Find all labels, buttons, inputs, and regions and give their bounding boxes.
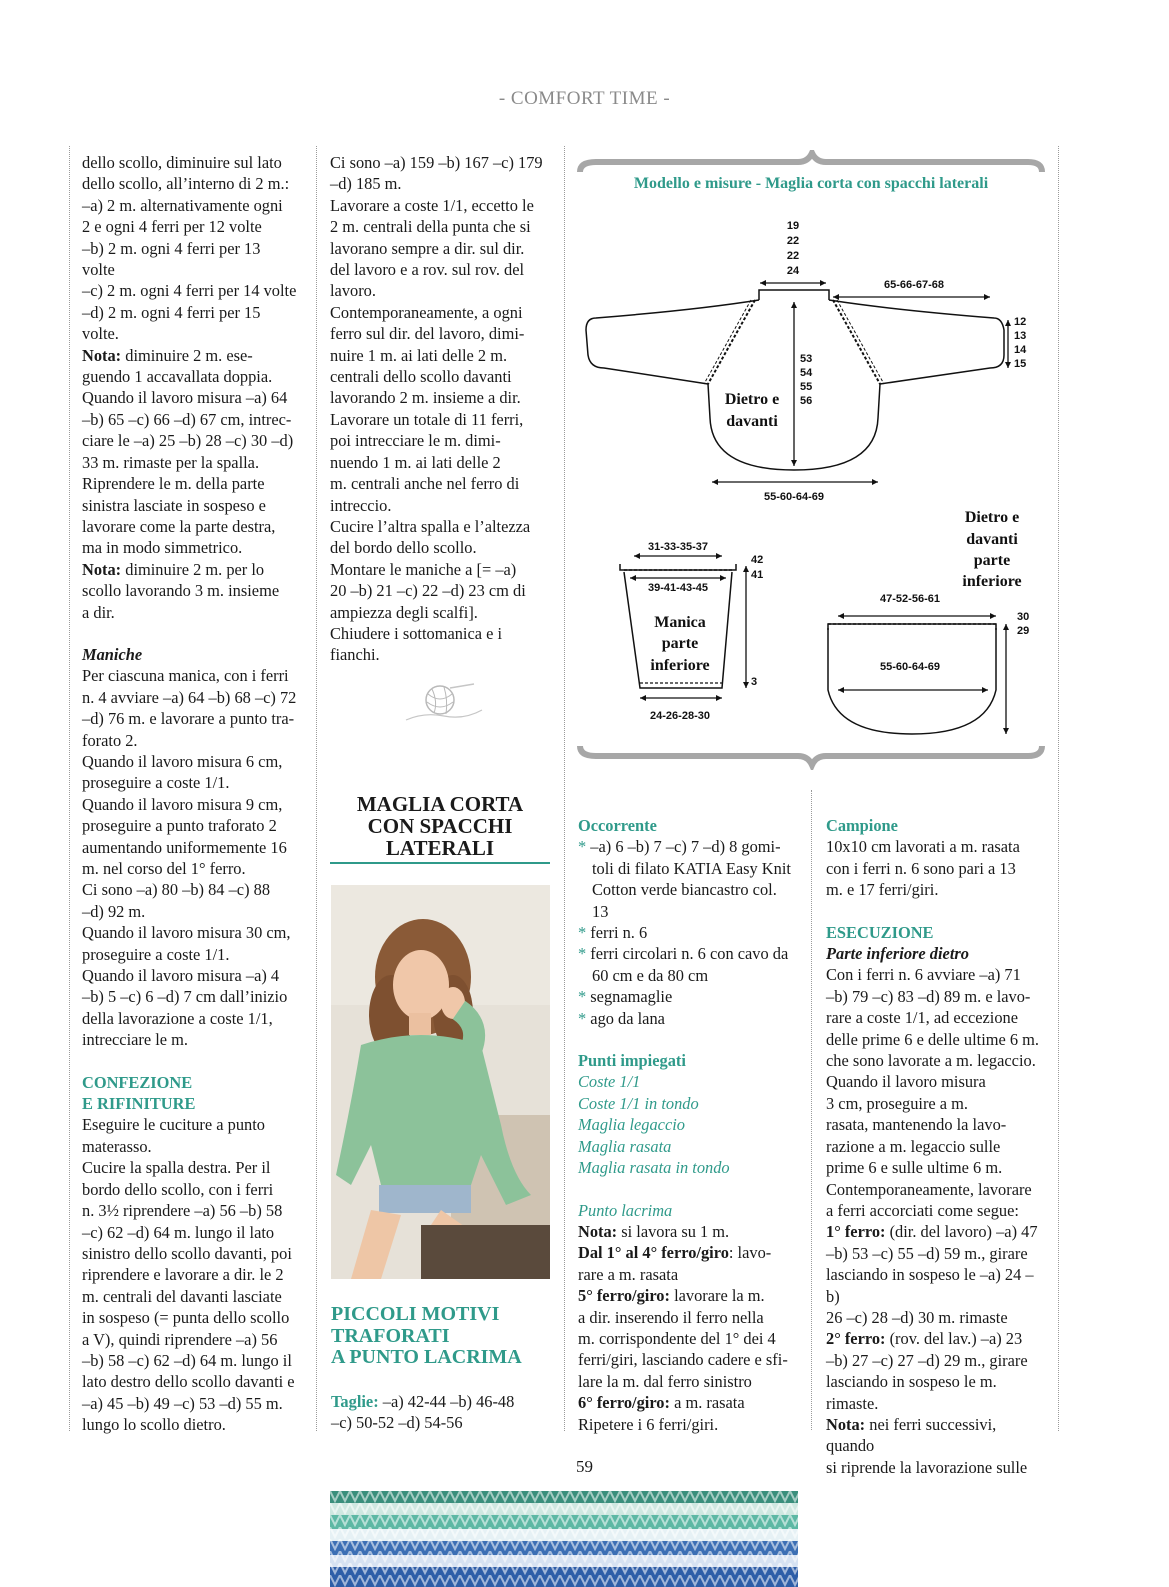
neck-measure: 22: [786, 250, 800, 262]
knit-swatch-image: [330, 1491, 798, 1587]
text-line: ampiezza degli scalfi].: [330, 602, 478, 622]
text: diminuire 2 m. ese-: [121, 345, 253, 365]
subheading: Punto lacrima: [578, 1200, 673, 1220]
text-line: [578, 1285, 800, 1306]
list-text: ferri n. 6: [590, 923, 648, 943]
list-text: ago da lana: [590, 1008, 665, 1028]
bold-label: Nota:: [826, 1414, 866, 1434]
list-line: [578, 986, 800, 1007]
text-line: –b) 5 –c) 6 –d) 7 cm dall’inizio: [82, 987, 288, 1007]
text-column-3: [578, 815, 800, 1435]
text-line: [826, 1029, 1046, 1050]
text-line: [826, 1136, 1046, 1157]
list-text: 13: [592, 901, 609, 921]
list-text: segnamaglie: [590, 987, 673, 1007]
text: –b) 53 –c) 55 –d) 59 m., girare: [826, 1243, 1028, 1263]
stitch-item: Maglia rasata: [578, 1136, 672, 1156]
text-line: [578, 1371, 800, 1392]
body-height: 54: [800, 367, 813, 379]
bullet-icon: *: [578, 1008, 591, 1028]
sleeve-length: 65-66-67-68: [884, 279, 944, 291]
text-line: [826, 964, 1046, 985]
cuff-measure: 15: [1014, 358, 1027, 370]
text-line: guendo 1 accavallata doppia.: [82, 367, 273, 387]
spacer: [578, 1179, 800, 1200]
text: a dir. inserendo il ferro nella: [578, 1307, 764, 1327]
text-line: [826, 1243, 1046, 1264]
stitch-item: Maglia rasata in tondo: [578, 1158, 730, 1178]
text-line: [826, 1179, 1046, 1200]
text: ferri/giri, lasciando cadere e sfi-: [578, 1350, 788, 1370]
text: rimaste.: [826, 1393, 879, 1413]
diagram-title: Modello e misure - Maglia corta con spacchi laterali: [633, 175, 989, 192]
neck-measure: 22: [786, 235, 800, 247]
text-line: [826, 986, 1046, 1007]
bold-label: 6° ferro/giro:: [578, 1393, 670, 1413]
text-line: [578, 1328, 800, 1349]
text-line: m. centrali anche nel ferro di: [330, 474, 520, 494]
list-text: toli di filato KATIA Easy Knit: [592, 858, 791, 878]
neck-measure: 19: [786, 220, 800, 232]
text-line: Quando il lavoro misura –a) 64: [82, 388, 288, 408]
list-line: [578, 901, 800, 922]
text-line: a V), quindi riprendere –a) 56: [82, 1329, 278, 1349]
text-line: Chiudere i sottomanica e i: [330, 623, 503, 643]
cuff-measure: 12: [1014, 316, 1027, 328]
text-line: materasso.: [82, 1136, 152, 1156]
stitch-item: Maglia legaccio: [578, 1115, 685, 1135]
text-line: volte: [82, 260, 115, 280]
lower-top-width: 47-52-56-61: [880, 593, 940, 605]
text-line: centrali dello scollo davanti: [330, 367, 512, 387]
text: : lavo-: [728, 1243, 772, 1263]
text-line: Riprendere le m. della parte: [82, 474, 265, 494]
text-line: bordo dello scollo, con i ferri: [82, 1179, 274, 1199]
text: razione a m. legaccio sulle: [826, 1136, 1001, 1156]
text: Quando il lavoro misura: [826, 1072, 986, 1092]
text: diminuire 2 m. per lo: [121, 559, 265, 579]
text: a ferri accorciati come segue:: [826, 1200, 1019, 1220]
title-underline: [330, 862, 550, 864]
body-height: 56: [800, 395, 813, 407]
text-line: –d) 2 m. ogni 4 ferri per 15: [82, 302, 261, 322]
text-line: [826, 1393, 1046, 1414]
subheading: Parte inferiore dietro: [826, 944, 969, 964]
text: a m. rasata: [669, 1393, 745, 1413]
note-label: Nota:: [82, 559, 122, 579]
sleeve-rib-height: 3: [751, 676, 758, 688]
text-line: [826, 1007, 1046, 1028]
text-line: lavorano sempre a dir. sul dir.: [330, 238, 525, 258]
text-line: forato 2.: [82, 730, 138, 750]
text-line: –b) 2 m. ogni 4 ferri per 13: [82, 238, 261, 258]
bold-label: Nota:: [578, 1221, 618, 1241]
text-line: Per ciascuna manica, con i ferri: [82, 666, 289, 686]
text-line: –a) 2 m. alternativamente ogni: [82, 195, 283, 215]
text-line: [826, 1071, 1046, 1092]
text: che sono lavorate a m. legaccio.: [826, 1051, 1036, 1071]
text: lavorare la m.: [669, 1286, 765, 1306]
text: rare a m. rasata: [578, 1264, 679, 1284]
section-heading: ESECUZIONE: [826, 922, 934, 942]
text-line: sinistro dello scollo davanti, poi: [82, 1243, 292, 1263]
sizes-text: –c) 50-52 –d) 54-56: [331, 1413, 463, 1433]
text-line: m. centrali del davanti lasciate: [82, 1286, 282, 1306]
list-text: 60 cm e da 80 cm: [592, 965, 709, 985]
lower-height: 30: [1017, 611, 1030, 623]
text: si riprende la lavorazione sulle: [826, 1457, 1028, 1477]
schematic-diagram: [576, 150, 1046, 770]
text-line: [826, 1414, 1046, 1457]
text-line: lungo lo scollo dietro.: [82, 1415, 226, 1435]
text-line: Quando il lavoro misura 30 cm,: [82, 923, 291, 943]
sizes: [331, 1391, 551, 1434]
text: lasciando in sospeso le –a) 24 –b): [826, 1265, 1034, 1306]
text-line: –a) 45 –b) 49 –c) 53 –d) 55 m.: [82, 1393, 283, 1413]
text: Ripetere i 6 ferri/giri.: [578, 1414, 719, 1434]
text-line: [826, 1307, 1046, 1328]
text: –b) 79 –c) 83 –d) 89 m. e lavo-: [826, 986, 1031, 1006]
text: lare la m. dal ferro sinistro: [578, 1371, 752, 1391]
text-line: intrecciare le m.: [82, 1030, 189, 1050]
list-line: [578, 836, 800, 857]
bold-label: 2° ferro:: [826, 1329, 886, 1349]
text-line: ma in modo simmetrico.: [82, 538, 243, 558]
bullet-icon: *: [578, 837, 591, 857]
text-line: della lavorazione a coste 1/1,: [82, 1008, 273, 1028]
text-line: del lavoro e a rov. sul rov. del: [330, 260, 525, 280]
bullet-icon: *: [578, 987, 591, 1007]
text: delle prime 6 e delle ultime 6 m.: [826, 1029, 1040, 1049]
text-line: ferro sul dir. del lavoro, dimi-: [330, 324, 525, 344]
list-text: –a) 6 –b) 7 –c) 7 –d) 8 gomi-: [590, 837, 781, 857]
text-line: ciare le –a) 25 –b) 28 –c) 30 –d): [82, 431, 294, 451]
bold-label: Dal 1° al 4° ferro/giro: [578, 1243, 729, 1263]
text-line: [826, 1114, 1046, 1135]
text-line: –c) 2 m. ogni 4 ferri per 14 volte: [82, 281, 297, 301]
text-line: proseguire a coste 1/1.: [82, 944, 230, 964]
text: lasciando in sospeso le m.: [826, 1372, 997, 1392]
body-width: 55-60-64-69: [764, 491, 824, 503]
text-line: sinistra lasciate in sospeso e: [82, 495, 266, 515]
text-line: m. e 17 ferri/giri.: [826, 880, 939, 900]
list-line: [578, 922, 800, 943]
text-line: [578, 1221, 800, 1242]
text-line: Quando il lavoro misura –a) 4: [82, 966, 280, 986]
text: m. corrispondente del 1° dei 4: [578, 1328, 776, 1348]
text-line: Ci sono –a) 80 –b) 84 –c) 88: [82, 880, 271, 900]
text: Contemporaneamente, lavorare: [826, 1179, 1032, 1199]
text-line: Eseguire le cuciture a punto: [82, 1115, 265, 1135]
lower-height: 29: [1017, 625, 1030, 637]
section-title-line: PICCOLI MOTIVI: [331, 1303, 500, 1325]
text-line: [578, 1414, 800, 1435]
text-column-2: [330, 152, 550, 666]
text-line: –d) 76 m. e lavorare a punto tra-: [82, 709, 295, 729]
text-line: nuendo 1 m. ai lati delle 2: [330, 452, 501, 472]
text-line: 33 m. rimaste per la spalla.: [82, 452, 260, 472]
cuff-measure: 14: [1014, 344, 1027, 356]
sleeve-top-width: 31-33-35-37: [648, 541, 708, 553]
subheading: Maniche: [82, 644, 143, 664]
page-number: 59: [576, 1457, 593, 1476]
text-line: –b) 65 –c) 66 –d) 67 cm, intrec-: [82, 409, 292, 429]
list-text: Cotton verde biancastro col.: [592, 880, 777, 900]
text-line: proseguire a punto traforato 2: [82, 816, 277, 836]
text-line: [826, 1050, 1046, 1071]
text-line: dello scollo, diminuire sul lato: [82, 153, 282, 172]
sizes-label: Taglie:: [331, 1392, 379, 1411]
text-line: [826, 1264, 1046, 1307]
text-line: con i ferri n. 6 sono pari a 13: [826, 858, 1016, 878]
text-line: scollo lavorando 3 m. insieme: [82, 581, 280, 601]
text-line: [578, 1392, 800, 1413]
text-line: lato destro dello scollo davanti e: [82, 1372, 295, 1392]
column-divider: [69, 146, 70, 1431]
title-line: LATERALI: [385, 836, 495, 860]
text-line: Cucire la spalla destra. Per il: [82, 1158, 271, 1178]
text-line: Quando il lavoro misura 6 cm,: [82, 751, 283, 771]
spacer: [826, 901, 1046, 922]
list-line: [578, 879, 800, 900]
text-line: proseguire a coste 1/1.: [82, 773, 230, 793]
stitch-item: Coste 1/1: [578, 1072, 641, 1092]
stitch-item: Coste 1/1 in tondo: [578, 1093, 699, 1113]
lower-label: parte: [973, 552, 1011, 569]
section-title-line: TRAFORATI: [331, 1324, 450, 1347]
text: (rov. del lav.) –a) 23: [885, 1329, 1023, 1349]
column-divider: [564, 146, 565, 1431]
text-line: dello scollo, all’interno di 2 m.:: [82, 174, 290, 194]
spacer: [578, 1029, 800, 1050]
section-title-line: A PUNTO LACRIMA: [331, 1346, 522, 1368]
section-heading: CONFEZIONE: [82, 1072, 193, 1092]
lower-label: Dietro e: [964, 509, 1020, 526]
text-line: Contemporaneamente, a ogni: [330, 302, 523, 322]
bullet-icon: *: [578, 923, 591, 943]
text-line: [578, 1242, 800, 1263]
text-line: [826, 1221, 1046, 1242]
section-heading: Occorrente: [578, 816, 657, 835]
text: rare a coste 1/1, ad eccezione: [826, 1008, 1019, 1028]
column-divider: [316, 146, 317, 1431]
running-header: - COMFORT TIME -: [498, 88, 671, 109]
text: Con i ferri n. 6 avviare –a) 71: [826, 965, 1021, 985]
column-divider: [1058, 146, 1059, 1431]
text-line: [826, 1157, 1046, 1178]
text: prime 6 e sulle ultime 6 m.: [826, 1158, 1003, 1178]
body-label: Dietro e: [724, 391, 780, 408]
text-line: poi intrecciare le m. dimi-: [330, 431, 501, 451]
column-divider: [811, 790, 812, 1430]
text-line: –d) 185 m.: [330, 174, 402, 194]
text-line: [578, 1307, 800, 1328]
list-line: [578, 965, 800, 986]
text-line: [826, 1328, 1046, 1349]
bullet-icon: *: [578, 944, 591, 964]
text-line: lavorando 2 m. insieme a dir.: [330, 388, 521, 408]
text-line: 20 –b) 21 –c) 22 –d) 23 cm di: [330, 581, 526, 601]
yarn-ball-icon: [404, 680, 484, 724]
sleeve-height: 42: [751, 554, 764, 566]
text: –b) 27 –c) 27 –d) 29 m., girare: [826, 1350, 1028, 1370]
cuff-measure: 13: [1014, 330, 1027, 342]
text: nei ferri successivi, quando: [826, 1414, 997, 1456]
text-column-4: [826, 815, 1046, 1478]
bold-label: 1° ferro:: [826, 1222, 886, 1242]
text-line: riprendere e lavorare a dir. le 2: [82, 1265, 284, 1285]
text-line: nuire 1 m. ai lati delle 2 m.: [330, 345, 508, 365]
text-line: [826, 1093, 1046, 1114]
spacer: [82, 1051, 302, 1072]
text-line: m. nel corso del 1° ferro.: [82, 859, 246, 878]
text-line: in sospeso (= punta dello scollo: [82, 1308, 290, 1328]
list-line: [578, 1008, 800, 1029]
sleeve-bottom-width: 24-26-28-30: [650, 710, 710, 722]
body-label: davanti: [726, 413, 778, 430]
text-column-1: [82, 152, 302, 1436]
text-line: [578, 1264, 800, 1285]
lower-label: davanti: [966, 531, 1018, 548]
list-text: ferri circolari n. 6 con cavo da: [590, 944, 789, 964]
section-title: [331, 1304, 551, 1369]
section-heading: E RIFINITURE: [82, 1094, 196, 1114]
text: (dir. del lavoro) –a) 47: [885, 1222, 1038, 1242]
sleeve-height: 41: [751, 569, 764, 581]
text-line: n. 4 avviare –a) 64 –b) 68 –c) 72: [82, 687, 297, 707]
text-line: fianchi.: [330, 645, 380, 665]
title-line: CON SPACCHI: [367, 814, 513, 838]
text-line: n. 3½ riprendere –a) 56 –b) 58: [82, 1201, 283, 1221]
text-line: [82, 345, 302, 366]
text-line: 2 e ogni 4 ferri per 12 volte: [82, 217, 262, 237]
title-line: MAGLIA CORTA: [356, 792, 524, 816]
text: rasata, mantenendo la lavo-: [826, 1115, 1007, 1135]
lower-width: 55-60-64-69: [880, 661, 940, 673]
body-height: 53: [800, 353, 813, 365]
model-photo: [331, 885, 550, 1279]
text-line: –b) 58 –c) 62 –d) 64 m. lungo il: [82, 1350, 292, 1370]
bold-label: 5° ferro/giro:: [578, 1286, 670, 1306]
text-line: Lavorare a coste 1/1, eccetto le: [330, 195, 534, 215]
text-line: Cucire l’altra spalla e l’altezza: [330, 516, 531, 536]
text-line: [826, 1371, 1046, 1392]
text-line: [826, 1200, 1046, 1221]
sleeve-mid-width: 39-41-43-45: [648, 582, 708, 594]
text-line: a dir.: [82, 602, 115, 622]
list-line: [578, 943, 800, 964]
body-height: 55: [800, 381, 813, 393]
text-line: Lavorare un totale di 11 ferri,: [330, 409, 524, 429]
text: 26 –c) 28 –d) 30 m. rimaste: [826, 1307, 1008, 1327]
section-heading: Punti impiegati: [578, 1051, 686, 1071]
spacer: [82, 623, 302, 644]
lower-label: inferiore: [962, 573, 1022, 590]
text-line: [82, 559, 302, 580]
text-line: intreccio.: [330, 495, 392, 515]
sleeve-label: Manica: [654, 614, 706, 631]
text-line: lavoro.: [330, 281, 376, 301]
text-line: Ci sono –a) 159 –b) 167 –c) 179: [330, 153, 543, 172]
sleeve-label: inferiore: [650, 657, 710, 674]
text-line: –d) 92 m.: [82, 901, 146, 921]
text-line: aumentando uniformemente 16: [82, 837, 287, 857]
text-line: Montare le maniche a [= –a): [330, 559, 517, 579]
note-label: Nota:: [82, 345, 122, 365]
sizes-text: –a) 42-44 –b) 46-48: [378, 1392, 515, 1411]
list-line: [578, 858, 800, 879]
text: si lavora su 1 m.: [617, 1221, 730, 1241]
text-line: 2 m. centrali della punta che si: [330, 217, 531, 237]
text-line: lavorare come la parte destra,: [82, 516, 276, 536]
text-line: [826, 1350, 1046, 1371]
text-line: Quando il lavoro misura 9 cm,: [82, 794, 283, 814]
text: 3 cm, proseguire a m.: [826, 1093, 969, 1113]
neck-measure: 24: [786, 265, 800, 277]
text-line: volte.: [82, 324, 119, 344]
text-line: –c) 62 –d) 64 m. lungo il lato: [82, 1222, 275, 1242]
section-heading: Campione: [826, 816, 898, 835]
text-line: [578, 1349, 800, 1370]
text-line: del bordo dello scollo.: [330, 538, 477, 558]
sleeve-label: parte: [661, 635, 699, 652]
text-line: 10x10 cm lavorati a m. rasata: [826, 837, 1020, 857]
pattern-title: [330, 793, 550, 859]
